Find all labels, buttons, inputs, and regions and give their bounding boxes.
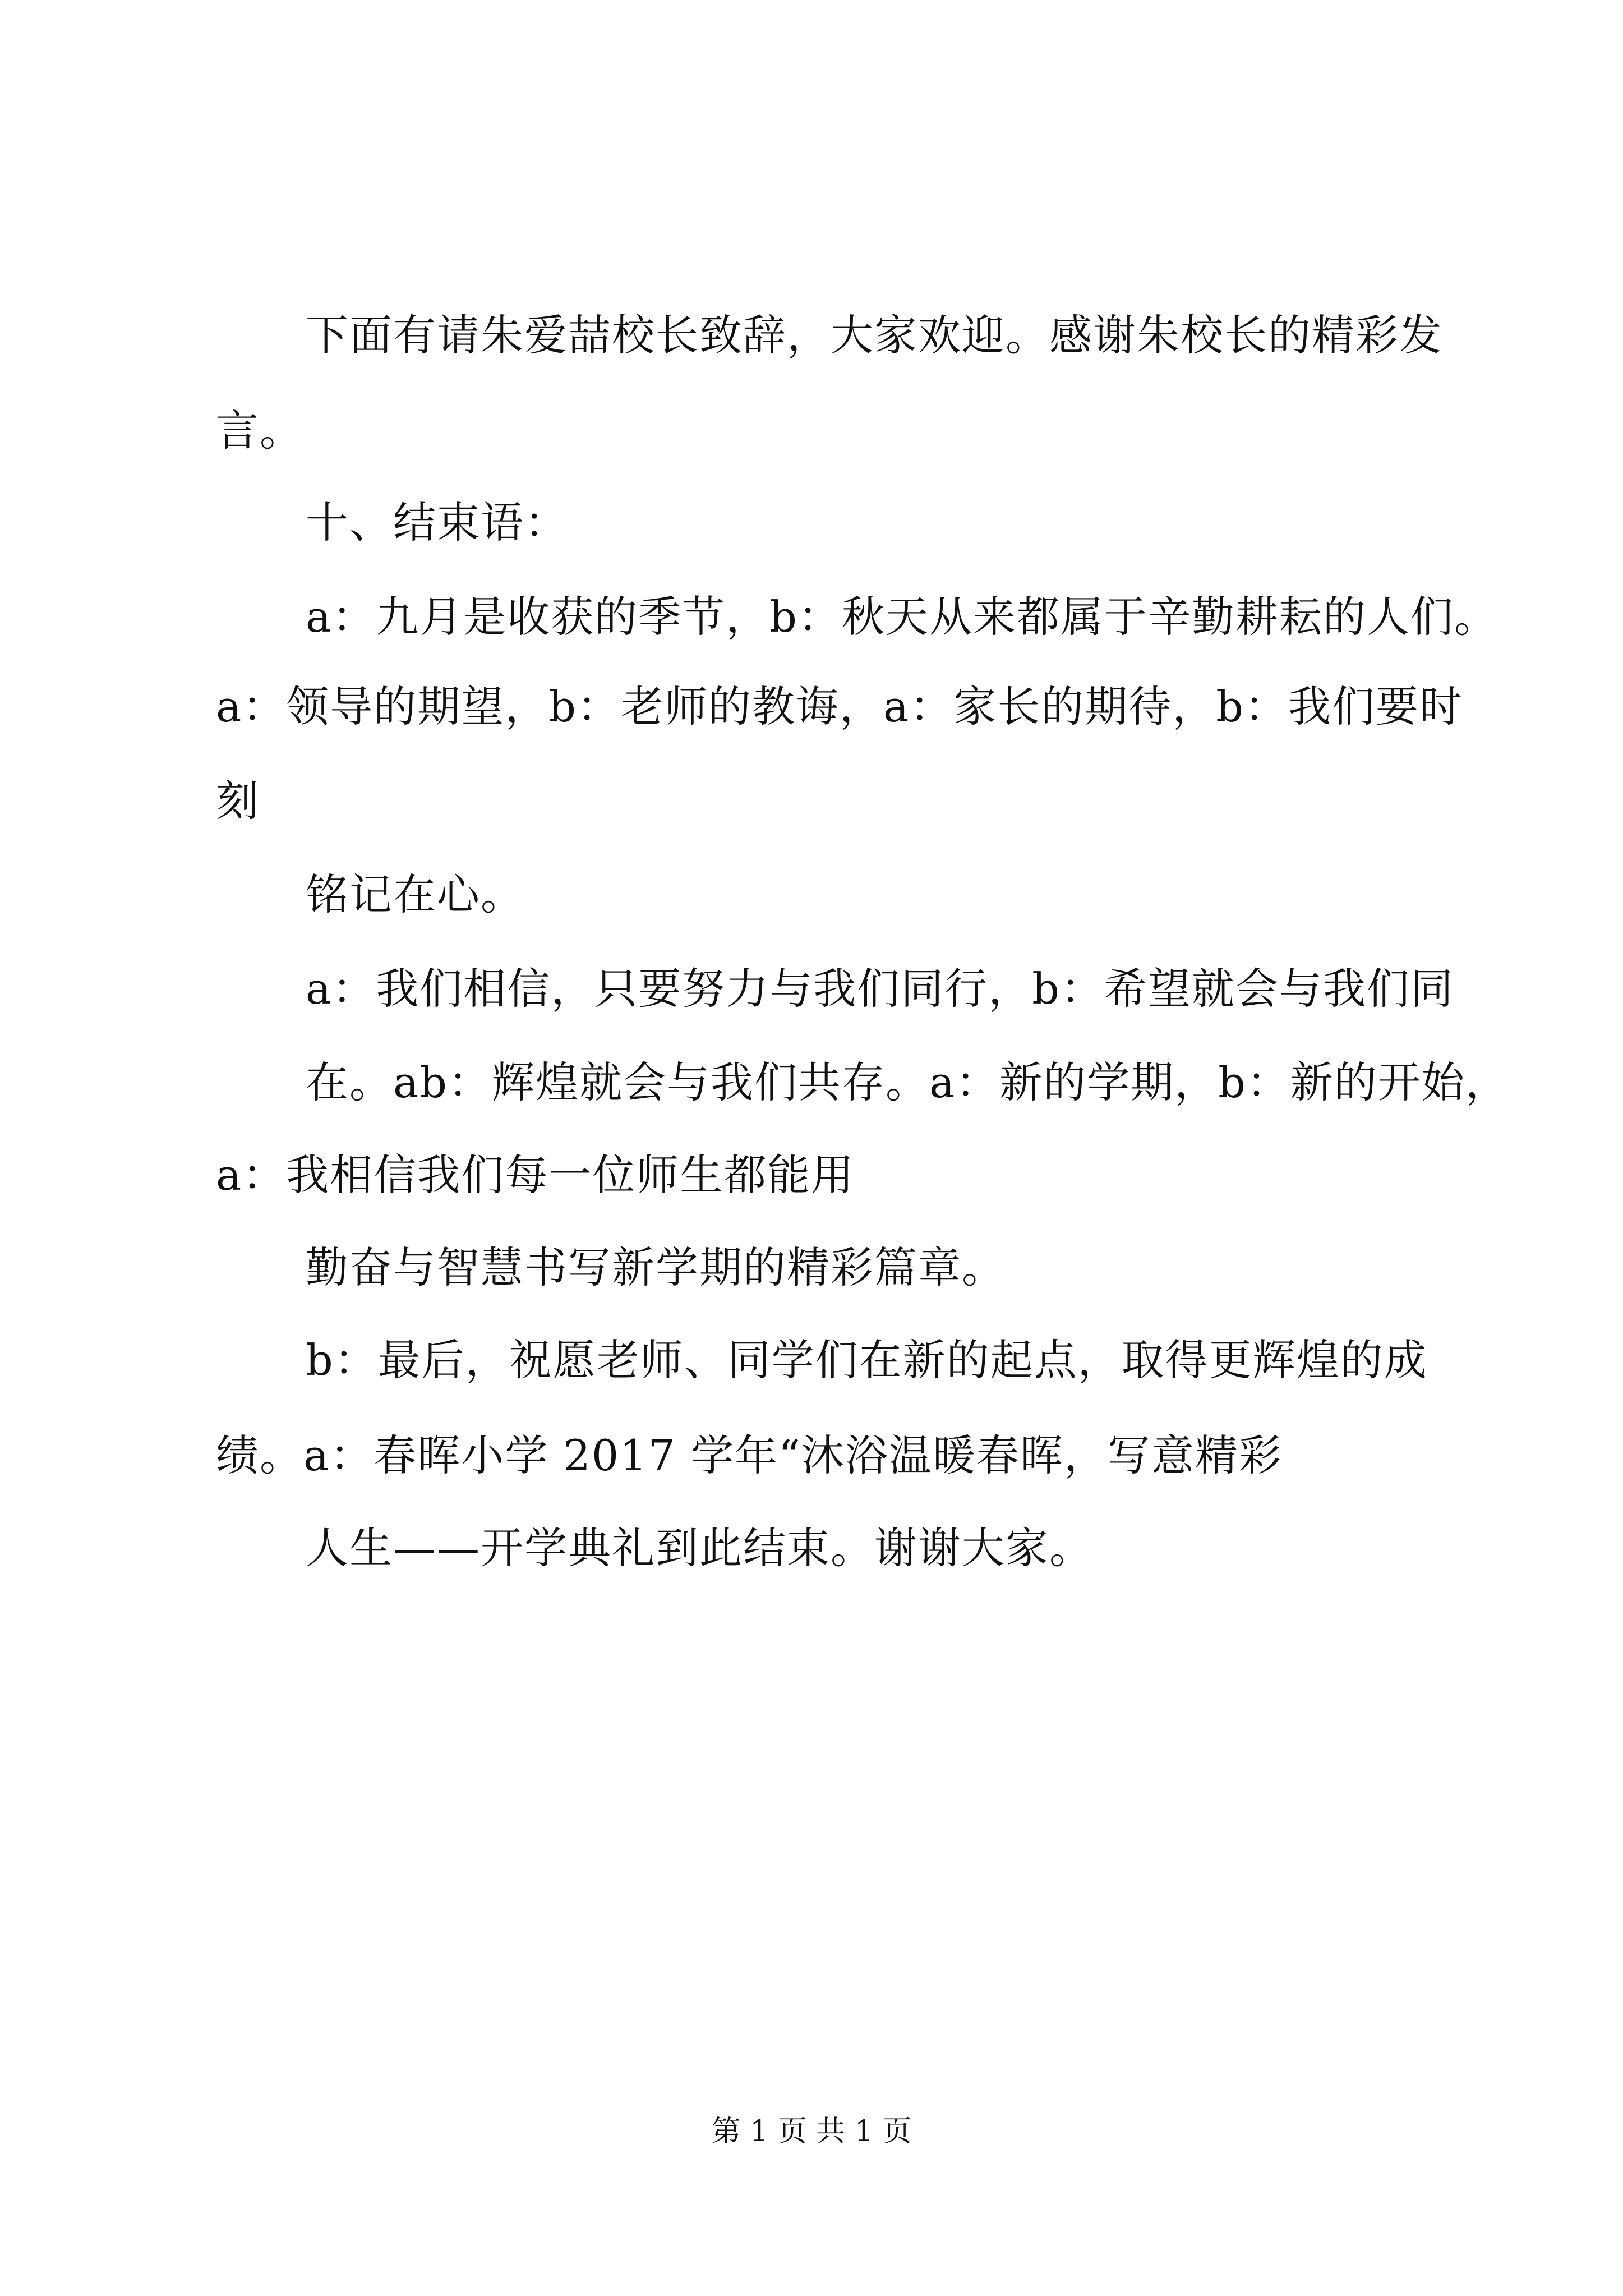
body-text-line: a：领导的期望，b：老师的教诲，a：家长的期待，b：我们要时 (216, 682, 1463, 731)
body-text-line: 人生——开学典礼到此结束。谢谢大家。 (306, 1523, 1093, 1573)
body-text-line: 铭记在心。 (306, 869, 524, 919)
body-text-line: b：最后，祝愿老师、同学们在新的起点，取得更辉煌的成 (306, 1335, 1428, 1385)
body-text-line: 勤奋与智慧书写新学期的精彩篇章。 (306, 1243, 1006, 1292)
body-text-line: 刻 (216, 776, 260, 826)
body-text-line: 绩。a：春晖小学 2017 学年“沐浴温暖春晖，写意精彩 (216, 1430, 1283, 1480)
body-text-line: a：九月是收获的季节，b：秋天从来都属于辛勤耕耘的人们。 (306, 592, 1498, 642)
body-text-line: 在。ab：辉煌就会与我们共存。a：新的学期，b：新的开始， (306, 1057, 1509, 1107)
body-text-line: 下面有请朱爱喆校长致辞，大家欢迎。感谢朱校长的精彩发 (306, 310, 1443, 360)
body-text-line: 言。 (216, 406, 303, 455)
page-number-footer: 第 1 页 共 1 页 (711, 2115, 912, 2148)
section-heading: 十、结束语： (306, 498, 568, 547)
body-text-line: a：我相信我们每一位师生都能用 (216, 1150, 855, 1200)
body-text-line: a：我们相信，只要努力与我们同行，b：希望就会与我们同 (306, 964, 1454, 1014)
